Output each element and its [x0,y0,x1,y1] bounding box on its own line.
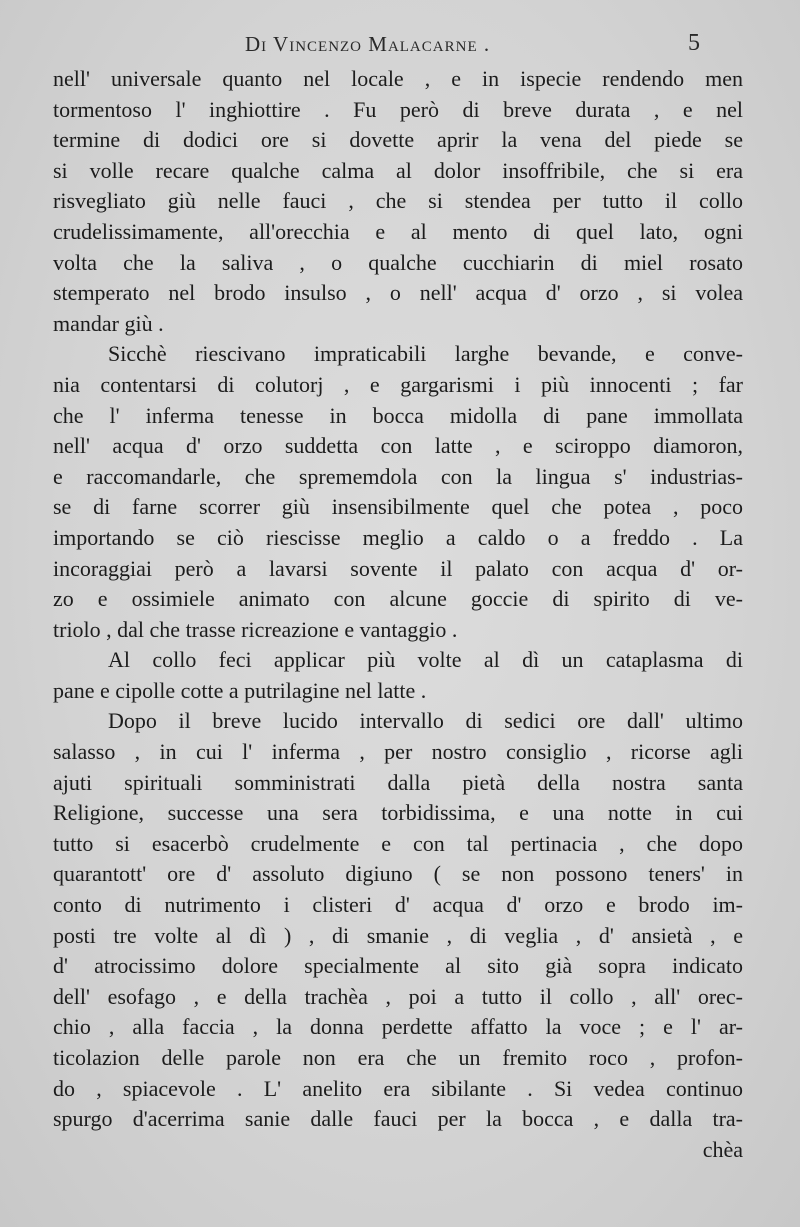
text-line: stemperato nel brodo insulso , o nell' acqua d' orzo , si volea [53,280,743,306]
text-line: crudelissimamente, all'orecchia e al mento di quel lato, ogni [53,218,743,244]
text-line: quarantott' ore d' assoluto digiuno ( se non possono teners' in [53,861,743,887]
text-line: se di farne scorrer giù insensibilmente quel che potea , poco [53,494,743,520]
page-number: 5 [688,30,700,56]
text-line: chio , alla faccia , la donna perdette affatto la voce ; e l' ar- [53,1014,743,1040]
running-head [0,32,800,62]
text-line: volta che la saliva , o qualche cucchiarin di miel rosato [53,249,743,275]
text-line: ticolazion delle parole non era che un fremito roco , profon- [53,1045,743,1070]
text-line: termine di dodici ore si dovette aprir la vena del piede se [53,127,743,153]
paragraph-start: Sicchè riescivano impraticabili larghe bevande, e conve- [108,341,743,367]
text-line: si volle recare qualche calma al dolor insoffribile, che si era [53,157,743,183]
text-line: che l' inferma tenesse in bocca midolla di pane immollata [53,402,743,428]
text-line: dell' esofago , e della trachèa , poi a tutto il collo , all' orec- [53,983,743,1009]
text-line: nell' universale quanto nel locale , e in ispecie rendendo men [53,66,743,91]
text-line: ajuti spirituali somministrati dalla pietà della nostra santa [53,769,743,795]
text-line: conto di nutrimento i clisteri d' acqua d' orzo e brodo im- [53,892,743,918]
text-line: spurgo d'acerrima sanie dalle fauci per la bocca , e dalla tra- [53,1106,743,1132]
paragraph-start: Dopo il breve lucido intervallo di sedici ore dall' ultimo [108,708,743,734]
text-line: tutto si esacerbò crudelmente e con tal pertinacia , che dopo [53,830,743,856]
text-line: Religione, successe una sera torbidissima, e una notte in cui [53,800,743,826]
text-line: tormentoso l' inghiottire . Fu però di breve durata , e nel [53,96,743,122]
text-line: zo e ossimiele animato con alcune goccie di spirito di ve- [53,586,743,612]
text-line: risvegliato giù nelle fauci , che si stendea per tutto il collo [53,188,743,214]
text-line: importando se ciò riescisse meglio a caldo o a freddo . La [53,524,743,550]
body-text [53,64,743,1165]
text-line: pane e cipolle cotte a putrilagine nel latte . [53,677,427,703]
text-line: incoraggiai però a lavarsi sovente il palato con acqua d' or- [53,555,743,581]
text-line: triolo , dal che trasse ricreazione e vantaggio . [53,616,458,642]
running-head-title: Di Vincenzo Malacarne . [245,32,491,56]
text-line: nia contentarsi di colutorj , e gargarismi i più innocenti ; far [53,371,743,397]
text-line: nell' acqua d' orzo suddetta con latte , e sciroppo diamoron, [53,433,743,459]
paragraph-start: Al collo feci applicar più volte al dì un cataplasma di [108,647,743,673]
text-line: d' atrocissimo dolore specialmente al sito già sopra indicato [53,953,743,979]
text-line: do , spiacevole . L' anelito era sibilante . Si vedea continuo [53,1075,743,1101]
text-line: e raccomandarle, che sprememdola con la lingua s' industrias- [53,463,743,489]
text-line: posti tre volte al dì ) , di smanie , di veglia , d' ansietà , e [53,922,743,948]
catchword: chèa [702,1136,743,1162]
text-line: salasso , in cui l' inferma , per nostro consiglio , ricorse agli [53,739,743,765]
text-line: mandar giù . [53,310,164,336]
